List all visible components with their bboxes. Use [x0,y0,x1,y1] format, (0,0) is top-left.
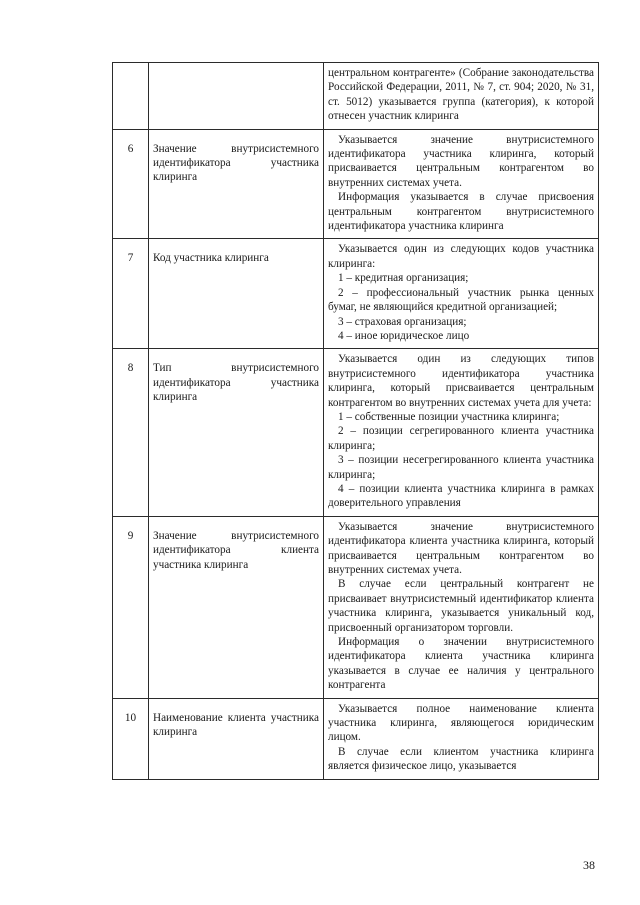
field-description [324,698,599,779]
description-paragraph: Указывается значение внутрисистемного идентификатора участника клиринга, который присваивается центральным контрагентом во внутренних системах учета. [328,133,594,189]
row-number: 8 [113,349,149,516]
table-row [113,698,599,779]
field-description [324,349,599,516]
description-paragraph: Информация о значении внутрисистемного идентификатора клиента участника клиринга указывается в случае ее наличия у центрального контрагента [328,636,594,692]
description-paragraph: 3 – позиции несегрегированного клиента участника клиринга; [328,454,594,481]
field-name: Тип внутрисистемного идентификатора участника клиринга [149,349,324,516]
row-number [113,63,149,130]
description-paragraph: 4 – позиции клиента участника клиринга в рамках доверительного управления [328,482,594,510]
description-paragraph: 1 – собственные позиции участника клиринга; [338,410,560,423]
description-paragraph: 4 – иное юридическое лицо [338,329,470,342]
description-paragraph: центральном контрагенте» (Собрание законодательства Российской Федерации, 2011, № 7, ст. 904; 2020, № 31, ст. 5012) указывается группа (категория), к которой отнесен участник клиринга [328,67,594,123]
row-number: 6 [113,129,149,239]
field-name: Наименование клиента участника клиринга [149,698,324,779]
description-paragraph: В случае если центральный контрагент не присваивает внутрисистемный идентификатор клиента участника клиринга, указывается уникальный код, присвоенный организатором торговли. [328,578,594,634]
description-paragraph: 2 – позиции сегрегированного клиента участника клиринга; [328,425,594,452]
description-paragraph: 3 – страховая организация; [338,315,467,328]
document-table [112,62,599,780]
field-description [324,239,599,349]
description-paragraph: Указывается значение внутрисистемного идентификатора клиента участника клиринга, который присваивается центральным контрагентом во внутренних системах учета. [328,520,594,576]
field-name [149,63,324,130]
table-row [113,239,599,349]
description-paragraph: Информация указывается в случае присвоения центральным контрагентом внутрисистемного идентификатора участника клиринга [328,191,594,233]
description-paragraph: В случае если клиентом участника клиринга является физическое лицо, указывается [328,745,594,773]
row-number: 9 [113,516,149,698]
field-name: Значение внутрисистемного идентификатора участника клиринга [149,129,324,239]
row-number: 7 [113,239,149,349]
description-paragraph: Указывается один из следующих типов внутрисистемного идентификатора участника клиринга, который присваивается центральным контрагентом во внутренних системах учета для учета: [328,353,594,409]
field-name: Код участника клиринга [149,239,324,349]
description-paragraph: 2 – профессиональный участник рынка ценных бумаг, не являющийся кредитной организацией; [328,286,594,314]
table-row [113,516,599,698]
page-number: 38 [583,858,595,872]
description-paragraph: Указывается один из следующих кодов участника клиринга: [328,243,594,270]
field-description [324,516,599,698]
description-paragraph: Указывается полное наименование клиента участника клиринга, являющегося юридическим лицом. [328,702,594,744]
field-name: Значение внутрисистемного идентификатора клиента участника клиринга [149,516,324,698]
row-number: 10 [113,698,149,779]
description-paragraph: 1 – кредитная организация; [338,272,469,285]
table-row [113,129,599,239]
table-row [113,63,599,130]
field-description [324,63,599,130]
field-description [324,129,599,239]
table-row [113,349,599,516]
